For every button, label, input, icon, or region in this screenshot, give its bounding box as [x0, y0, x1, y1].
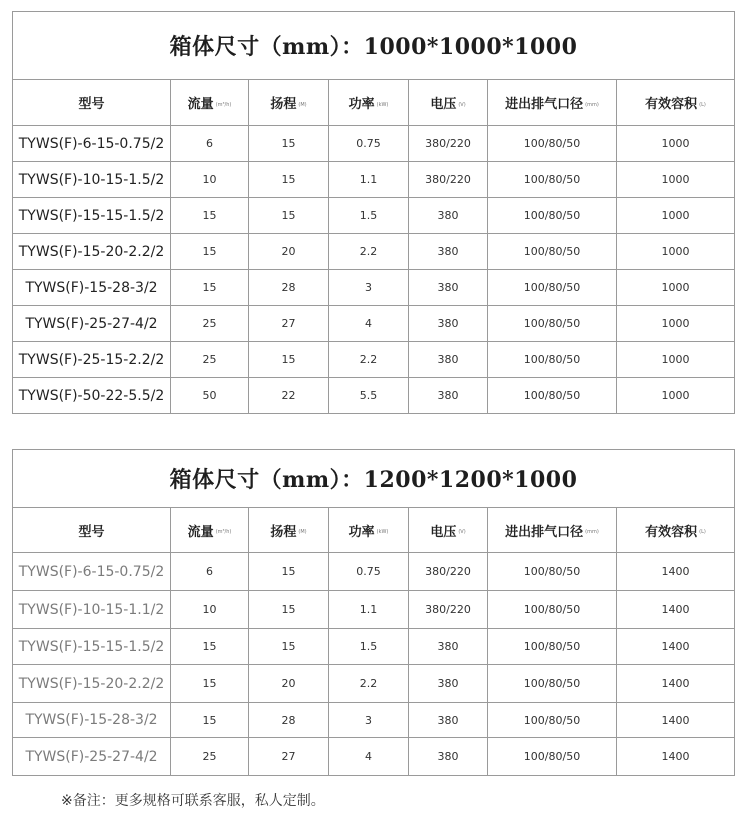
cell-power: 1.5 — [329, 629, 409, 665]
cell-model: TYWS(F)-15-15-1.5/2 — [13, 198, 171, 234]
cell-model: TYWS(F)-25-27-4/2 — [13, 738, 171, 776]
cell-power: 1.5 — [329, 198, 409, 234]
cell-model: TYWS(F)-15-20-2.2/2 — [13, 665, 171, 703]
cell-volume: 1400 — [617, 703, 735, 738]
cell-power: 2.2 — [329, 234, 409, 270]
cell-head: 15 — [249, 162, 329, 198]
table-row — [13, 342, 735, 378]
cell-head: 20 — [249, 234, 329, 270]
table-row — [13, 162, 735, 198]
cell-flow: 6 — [171, 553, 249, 591]
cell-power: 1.1 — [329, 591, 409, 629]
cell-port: 100/80/50 — [488, 553, 617, 591]
cell-model: TYWS(F)-6-15-0.75/2 — [13, 553, 171, 591]
cell-head: 15 — [249, 591, 329, 629]
cell-flow: 15 — [171, 703, 249, 738]
cell-port: 100/80/50 — [488, 162, 617, 198]
cell-model: TYWS(F)-50-22-5.5/2 — [13, 378, 171, 414]
cell-voltage: 380 — [409, 342, 488, 378]
cell-flow: 6 — [171, 126, 249, 162]
cell-power: 0.75 — [329, 126, 409, 162]
cell-model: TYWS(F)-15-20-2.2/2 — [13, 234, 171, 270]
cell-port: 100/80/50 — [488, 198, 617, 234]
cell-voltage: 380/220 — [409, 162, 488, 198]
header-flow: 流量 (m³/h) — [171, 80, 249, 126]
cell-head: 28 — [249, 270, 329, 306]
cell-voltage: 380/220 — [409, 591, 488, 629]
cell-model: TYWS(F)-25-27-4/2 — [13, 306, 171, 342]
header-head: 扬程 (M) — [249, 508, 329, 553]
cell-head: 15 — [249, 342, 329, 378]
cell-voltage: 380 — [409, 198, 488, 234]
table-row — [13, 665, 735, 703]
table-row — [13, 198, 735, 234]
cell-port: 100/80/50 — [488, 234, 617, 270]
cell-flow: 15 — [171, 629, 249, 665]
header-model: 型号 — [13, 508, 171, 553]
cell-head: 27 — [249, 306, 329, 342]
cell-voltage: 380/220 — [409, 126, 488, 162]
header-volume: 有效容积 (L) — [617, 508, 735, 553]
cell-head: 20 — [249, 665, 329, 703]
header-volume: 有效容积 (L) — [617, 80, 735, 126]
table-row — [13, 553, 735, 591]
cell-head: 15 — [249, 553, 329, 591]
header-head: 扬程 (M) — [249, 80, 329, 126]
cell-power: 4 — [329, 738, 409, 776]
cell-volume: 1000 — [617, 342, 735, 378]
table-title: 箱体尺寸（mm）：1000*1000*1000 — [13, 12, 735, 80]
cell-port: 100/80/50 — [488, 342, 617, 378]
header-port-diameter: 进出排气口径 (mm) — [488, 80, 617, 126]
cell-volume: 1000 — [617, 234, 735, 270]
cell-voltage: 380/220 — [409, 553, 488, 591]
cell-flow: 15 — [171, 270, 249, 306]
spec-table-2 — [12, 449, 735, 776]
table-row — [13, 306, 735, 342]
cell-model: TYWS(F)-15-28-3/2 — [13, 270, 171, 306]
cell-port: 100/80/50 — [488, 665, 617, 703]
cell-volume: 1000 — [617, 306, 735, 342]
cell-flow: 10 — [171, 591, 249, 629]
cell-volume: 1000 — [617, 126, 735, 162]
cell-volume: 1000 — [617, 162, 735, 198]
cell-voltage: 380 — [409, 703, 488, 738]
cell-power: 2.2 — [329, 342, 409, 378]
cell-power: 4 — [329, 306, 409, 342]
cell-power: 3 — [329, 703, 409, 738]
cell-port: 100/80/50 — [488, 378, 617, 414]
cell-model: TYWS(F)-6-15-0.75/2 — [13, 126, 171, 162]
cell-port: 100/80/50 — [488, 703, 617, 738]
cell-flow: 25 — [171, 342, 249, 378]
table-row — [13, 126, 735, 162]
table-row — [13, 703, 735, 738]
table-title: 箱体尺寸（mm）：1200*1200*1000 — [13, 450, 735, 508]
cell-power: 2.2 — [329, 665, 409, 703]
header-power: 功率 (kW) — [329, 508, 409, 553]
cell-model: TYWS(F)-15-15-1.5/2 — [13, 629, 171, 665]
table-row — [13, 591, 735, 629]
cell-flow: 15 — [171, 198, 249, 234]
cell-port: 100/80/50 — [488, 591, 617, 629]
cell-volume: 1400 — [617, 665, 735, 703]
cell-model: TYWS(F)-10-15-1.5/2 — [13, 162, 171, 198]
cell-volume: 1000 — [617, 378, 735, 414]
cell-flow: 10 — [171, 162, 249, 198]
header-row — [13, 80, 735, 126]
cell-voltage: 380 — [409, 234, 488, 270]
cell-head: 15 — [249, 126, 329, 162]
cell-volume: 1400 — [617, 591, 735, 629]
cell-port: 100/80/50 — [488, 629, 617, 665]
cell-port: 100/80/50 — [488, 738, 617, 776]
cell-head: 15 — [249, 198, 329, 234]
cell-head: 28 — [249, 703, 329, 738]
cell-flow: 25 — [171, 306, 249, 342]
cell-volume: 1400 — [617, 738, 735, 776]
header-voltage: 电压 (V) — [409, 508, 488, 553]
spec-table-1 — [12, 11, 735, 414]
header-port-diameter: 进出排气口径 (mm) — [488, 508, 617, 553]
table-row — [13, 270, 735, 306]
cell-voltage: 380 — [409, 378, 488, 414]
cell-voltage: 380 — [409, 738, 488, 776]
cell-flow: 50 — [171, 378, 249, 414]
cell-flow: 15 — [171, 665, 249, 703]
cell-power: 5.5 — [329, 378, 409, 414]
cell-voltage: 380 — [409, 629, 488, 665]
header-voltage: 电压 (V) — [409, 80, 488, 126]
cell-port: 100/80/50 — [488, 126, 617, 162]
cell-flow: 25 — [171, 738, 249, 776]
header-power: 功率 (kW) — [329, 80, 409, 126]
cell-model: TYWS(F)-25-15-2.2/2 — [13, 342, 171, 378]
table-row — [13, 738, 735, 776]
cell-power: 1.1 — [329, 162, 409, 198]
cell-port: 100/80/50 — [488, 306, 617, 342]
cell-volume: 1400 — [617, 553, 735, 591]
table-row — [13, 378, 735, 414]
cell-power: 0.75 — [329, 553, 409, 591]
cell-model: TYWS(F)-10-15-1.1/2 — [13, 591, 171, 629]
cell-voltage: 380 — [409, 306, 488, 342]
cell-voltage: 380 — [409, 270, 488, 306]
cell-head: 22 — [249, 378, 329, 414]
header-flow: 流量 (m³/h) — [171, 508, 249, 553]
cell-head: 27 — [249, 738, 329, 776]
cell-volume: 1000 — [617, 198, 735, 234]
header-model: 型号 — [13, 80, 171, 126]
table-row — [13, 629, 735, 665]
cell-head: 15 — [249, 629, 329, 665]
cell-power: 3 — [329, 270, 409, 306]
footnote: ※备注：更多规格可联系客服，私人定制。 — [61, 793, 325, 809]
cell-model: TYWS(F)-15-28-3/2 — [13, 703, 171, 738]
header-row — [13, 508, 735, 553]
cell-flow: 15 — [171, 234, 249, 270]
cell-volume: 1000 — [617, 270, 735, 306]
table-row — [13, 234, 735, 270]
cell-voltage: 380 — [409, 665, 488, 703]
cell-port: 100/80/50 — [488, 270, 617, 306]
cell-volume: 1400 — [617, 629, 735, 665]
